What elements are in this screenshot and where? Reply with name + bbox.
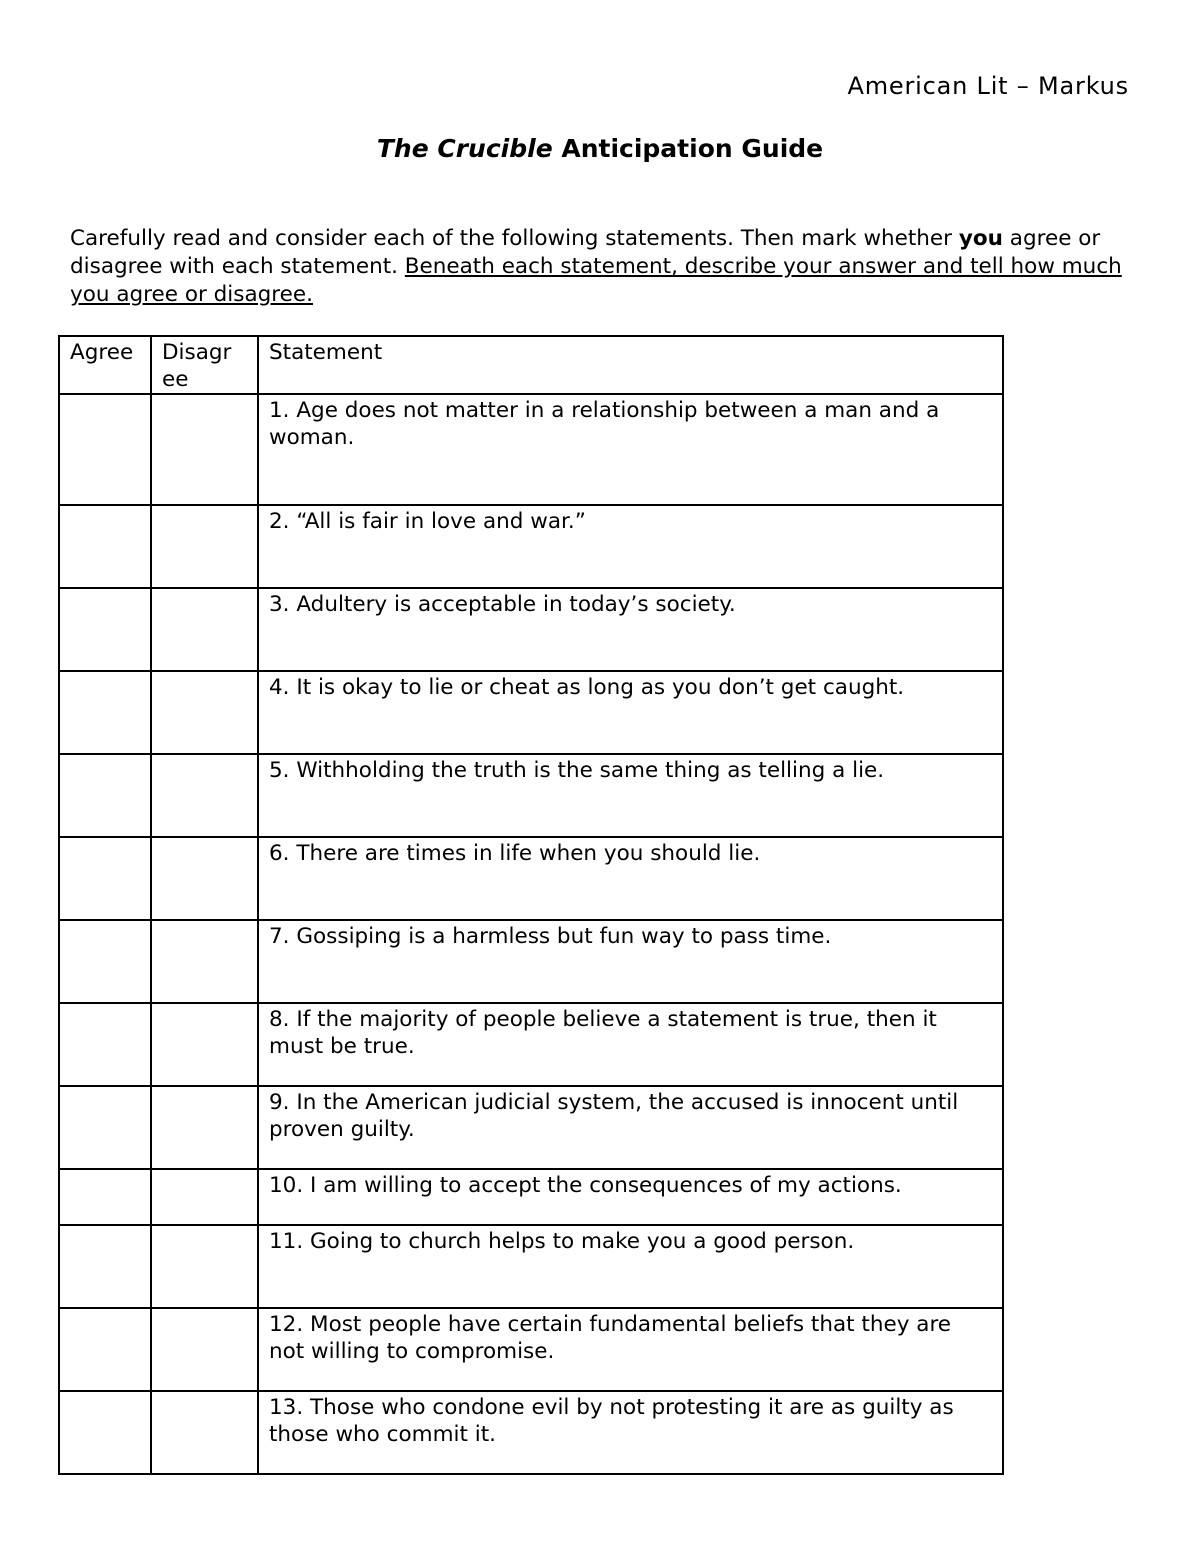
disagree-cell[interactable] xyxy=(151,837,258,920)
agree-cell[interactable] xyxy=(59,1169,151,1225)
agree-cell[interactable] xyxy=(59,1003,151,1086)
agree-cell[interactable] xyxy=(59,671,151,754)
agree-cell[interactable] xyxy=(59,588,151,671)
disagree-header: Disagr ee xyxy=(151,336,258,394)
statement-cell: 4. It is okay to lie or cheat as long as you don’t get caught. xyxy=(258,671,1003,754)
agree-cell[interactable] xyxy=(59,1225,151,1308)
table-row xyxy=(59,671,1003,754)
table-row xyxy=(59,505,1003,588)
table-row xyxy=(59,1391,1003,1474)
title-italic: The Crucible xyxy=(376,134,553,163)
statement-cell: 12. Most people have certain fundamental beliefs that they are not willing to compromise. xyxy=(258,1308,1003,1391)
instructions-part2: agree or disagree with each statement. xyxy=(70,226,1101,279)
agree-cell[interactable] xyxy=(59,505,151,588)
agree-cell[interactable] xyxy=(59,837,151,920)
agree-cell[interactable] xyxy=(59,1391,151,1474)
disagree-cell[interactable] xyxy=(151,671,258,754)
statement-cell: 7. Gossiping is a harmless but fun way to pass time. xyxy=(258,920,1003,1003)
disagree-cell[interactable] xyxy=(151,1003,258,1086)
instructions xyxy=(70,225,1130,309)
agree-cell[interactable] xyxy=(59,754,151,837)
statement-cell: 1. Age does not matter in a relationship between a man and a woman. xyxy=(258,394,1003,505)
statement-cell: 3. Adultery is acceptable in today’s society. xyxy=(258,588,1003,671)
disagree-cell[interactable] xyxy=(151,588,258,671)
disagree-cell[interactable] xyxy=(151,394,258,505)
table-row xyxy=(59,754,1003,837)
table-row xyxy=(59,837,1003,920)
disagree-cell[interactable] xyxy=(151,1308,258,1391)
instructions-part1: Carefully read and consider each of the following statements. Then mark whether xyxy=(70,226,959,251)
statement-cell: 2. “All is fair in love and war.” xyxy=(258,505,1003,588)
statement-header: Statement xyxy=(258,336,1003,394)
table-row xyxy=(59,1308,1003,1391)
page-title xyxy=(0,134,1200,163)
statement-cell: 8. If the majority of people believe a statement is true, then it must be true. xyxy=(258,1003,1003,1086)
disagree-cell[interactable] xyxy=(151,1391,258,1474)
instructions-underlined: Beneath each statement, describe your answer and tell how much you agree or disagree. xyxy=(70,254,1122,307)
statement-cell: 11. Going to church helps to make you a good person. xyxy=(258,1225,1003,1308)
statement-cell: 13. Those who condone evil by not protesting it are as guilty as those who commit it. xyxy=(258,1391,1003,1474)
disagree-cell[interactable] xyxy=(151,505,258,588)
instructions-bold: you xyxy=(958,226,1003,251)
disagree-cell[interactable] xyxy=(151,754,258,837)
statement-cell: 6. There are times in life when you should lie. xyxy=(258,837,1003,920)
agree-cell[interactable] xyxy=(59,920,151,1003)
table-row xyxy=(59,394,1003,505)
table-row xyxy=(59,588,1003,671)
statement-cell: 10. I am willing to accept the consequences of my actions. xyxy=(258,1169,1003,1225)
statement-cell: 5. Withholding the truth is the same thing as telling a lie. xyxy=(258,754,1003,837)
statement-cell: 9. In the American judicial system, the accused is innocent until proven guilty. xyxy=(258,1086,1003,1169)
anticipation-table xyxy=(58,335,1004,1475)
table-row xyxy=(59,1169,1003,1225)
agree-header: Agree xyxy=(59,336,151,394)
course-header: American Lit – Markus xyxy=(847,72,1129,100)
table-row xyxy=(59,1086,1003,1169)
disagree-cell[interactable] xyxy=(151,920,258,1003)
agree-cell[interactable] xyxy=(59,1086,151,1169)
table-header-row xyxy=(59,336,1003,394)
agree-cell[interactable] xyxy=(59,394,151,505)
disagree-cell[interactable] xyxy=(151,1086,258,1169)
disagree-cell[interactable] xyxy=(151,1169,258,1225)
table-row xyxy=(59,1225,1003,1308)
table-row xyxy=(59,920,1003,1003)
title-rest: Anticipation Guide xyxy=(552,134,824,163)
agree-cell[interactable] xyxy=(59,1308,151,1391)
table-row xyxy=(59,1003,1003,1086)
disagree-cell[interactable] xyxy=(151,1225,258,1308)
